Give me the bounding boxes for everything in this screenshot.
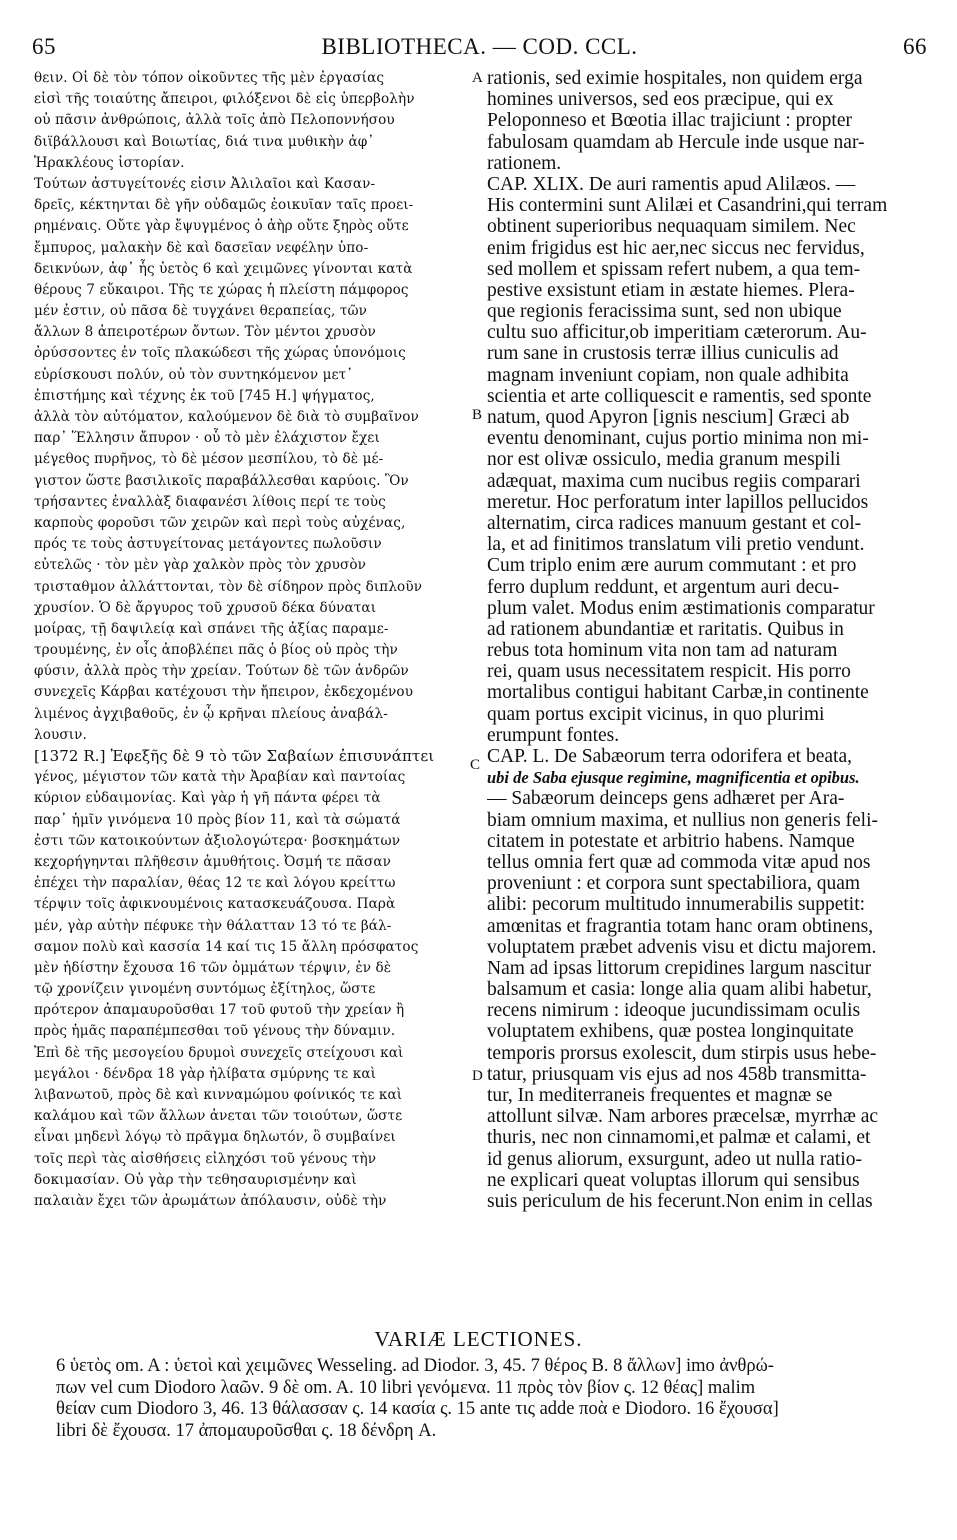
latin-text-line: sed mollem et spissam refert nubem, a qua tem-	[487, 258, 861, 280]
greek-text-line: εἶναι μηδενὶ λόγῳ τὸ πρᾶγμα δηλωτόν, ὃ συμβαίνει	[34, 1129, 396, 1146]
greek-text-line: χρυσίον. Ὁ δὲ ἄργυρος τοῦ χρυσοῦ δέκα δύναται	[34, 599, 377, 616]
latin-text-line: magnam inveniunt copiam, non quale adhibita	[487, 364, 849, 386]
greek-text-line: πρότερον ἀπαμαυροῦσθαι 17 τοῦ φυτοῦ τὴν χρείαν ἢ	[34, 1002, 405, 1019]
latin-text-line: CAP. L. De Sabæorum terra odorifera et beata,	[487, 746, 852, 767]
greek-text-line: ὀρύσσοντες ἐν τοῖς πλακώδεσι τῆς χώρας ὑπονόμοις	[34, 345, 406, 362]
latin-text-line: rum sane in crustosis terræ illius cuniculis ad	[487, 343, 839, 365]
latin-text-line: scientia et arte colliquescit e ramentis, sed sponte	[487, 385, 872, 407]
greek-text-line: λιβανωτοῦ, πρὸς δὲ καὶ κινναμώμου φοίνικός τε καὶ	[34, 1087, 403, 1103]
greek-text-line: παρ᾽ Ἕλλησιν ἄπυρον · οὗ τὸ μὲν ἐλάχιστον ἔχει	[34, 430, 380, 447]
margin-marker-b: B	[472, 407, 483, 423]
latin-text-line: id genus aliorum, exsurgunt, adeo ut nulla ratio-	[487, 1148, 862, 1170]
latin-text-line: la, et ad finitimos translatum vili pretio vendunt.	[487, 534, 865, 556]
variant-reading-line: libri δὲ ἔχουσα. 17 ἀπομαυροῦσθαι ς. 18 δένδρη A.	[56, 1420, 437, 1441]
latin-text-line: rebus tota hominum vita non tam ad naturam	[487, 640, 838, 662]
latin-text-line: Nam ad ipsas littorum crepidines largum nascitur	[487, 957, 872, 979]
latin-text-line: alternatim, circa radices manuum gestant et col-	[487, 512, 862, 534]
latin-text-line: pestive exsistunt etiam in æstate hiemes. Plera-	[487, 279, 855, 301]
left-page-number: 65	[32, 34, 56, 59]
greek-text-line: [1372 R.] Ἐφεξῆς δὲ 9 τὸ τῶν Σαβαίων ἐπισυνάπτει	[34, 747, 435, 765]
greek-text-line: θειν. Οἱ δὲ τὸν τόπον οἰκοῦντες τῆς μὲν ἐργασίας	[34, 70, 385, 86]
latin-text-line: thuris, nec non cinnamomi,et palmæ et calami, et	[487, 1127, 871, 1149]
latin-text-line: tellus omnia fert quæ ad commoda vitæ apud nos	[487, 851, 871, 873]
greek-text-line: ἐπέχει τὴν παραλίαν, θέας 12 τε καὶ λόγου κρείττω	[34, 875, 396, 892]
variant-reading-line: 6 ὑετὸς om. A : ὑετοὶ καὶ χειμῶνες Wesseling. ad Diodor. 3, 45. 7 θέρος B. 8 ἄλλων] imo ἀνθρώ-	[56, 1356, 774, 1376]
greek-text-line: καλάμου καὶ τῶν ἄλλων ἀνεται τῶν τοιούτων, ὥστε	[34, 1108, 403, 1125]
latin-text-line: voluptatem præbet advenis visu et dictu majorem.	[487, 936, 877, 958]
greek-text-line: θέρους 7 εὔκαιροι. Τῆς τε χώρας ἡ πλείστη πάμφορος	[34, 281, 409, 298]
greek-text-line: μέγεθος πυρῆνος, τὸ δὲ μέσον μεσπίλου, τὸ δὲ μέ-	[34, 451, 384, 468]
latin-text-line: cultu suo afficitur,ob imperitiam cæterorum. Au-	[487, 322, 867, 344]
latin-text-line: nor est olivæ ossiculo, media granum mespili	[487, 449, 841, 471]
variant-reading-line: θείαν cum Diodoro 3, 46. 13 θάλασσαν ς. 14 κασία ς. 15 ante τις adde ποὰ e Diodoro. 16 ἔχουσα]	[56, 1399, 779, 1419]
latin-text-line: homines universos, sed eos præcipue, qui ex	[487, 89, 834, 111]
latin-text-line: citatem in potestate et arbitrio habens. Namque	[487, 830, 855, 852]
greek-text-line: μὲν ἡδίστην ἔχουσα 16 τῶν ὀμμάτων τέρψιν, ἐν δὲ	[34, 959, 392, 976]
variant-reading-line: πων vel cum Diodoro λαῶν. 9 δὲ om. A. 10 libri γενόμενα. 11 πρὸς τὸν βίον ς. 12 θέας] malim	[56, 1377, 756, 1398]
right-page-number: 66	[903, 34, 927, 59]
greek-text-line: γένος, μέγιστον τῶν κατὰ τὴν Ἀραβίαν καὶ παντοίας	[34, 769, 406, 786]
latin-text-line: eventu denominant, cujus portio minima non mi-	[487, 428, 869, 450]
greek-text-line: Τούτων ἀστυγείτονές εἰσιν Ἀλιλαῖοι καὶ Κασαν-	[34, 175, 376, 192]
greek-text-line: μοίρας, τῇ δαψιλείᾳ καὶ σπάνει τῆς ἀξίας παραμε-	[34, 620, 389, 637]
greek-text-line: συνεχεῖς Κάρβαι κατέχουσι τὴν ἤπειρον, ἐκδεχομένου	[34, 684, 414, 701]
latin-text-line: tatur, priusquam vis ejus ad nos 458b transmitta-	[487, 1063, 867, 1085]
latin-text-line: CAP. XLIX. De auri ramentis apud Alilæos. —	[487, 173, 856, 195]
latin-text-line: rei, quam usus necessitatem respicit. His porro	[487, 661, 851, 683]
latin-text-line: ad rationem abundantiæ et raritatis. Quibus in	[487, 618, 844, 640]
greek-text-line: εὑρίσκουσι πολύν, οὐ τὸν συντηκόμενον μετ᾽	[34, 366, 354, 383]
latin-text-line: — Sabæorum deinceps gens adhæret per Ara-	[487, 788, 845, 810]
latin-text-line: adæquat, maxima cum nucibus regiis comparari	[487, 470, 861, 492]
greek-text-line: παρ᾽ ἡμῖν γινόμενα 10 πρὸς βίον 11, καὶ τὰ σώματά	[34, 811, 401, 828]
greek-text-line: δεικνύων, ἀφ᾽ ἧς ὑετὸς 6 καὶ χειμῶνες γίνονται κατὰ	[34, 260, 413, 277]
greek-text-line: τοῖς περὶ τὰς αἰσθήσεις εἰληχόσι τοῦ γένους τὴν	[34, 1150, 377, 1167]
latin-text-line: ferro duplum reddunt, et argentum auri decu-	[487, 576, 840, 598]
running-title: BIBLIOTHECA. — COD. CCL.	[321, 34, 638, 59]
greek-text-line: δρεῖς, κέκτηνται δὲ γῆν οὐδαμῶς ἐοικυῖαν ταῖς προει-	[34, 197, 414, 214]
greek-text-line: παλαιὰν ἔχει τῶν ἀρωμάτων ἀπόλαυσιν, οὐδὲ τὴν	[34, 1192, 387, 1209]
greek-text-line: κύριον εὐδαιμονίας. Καὶ γὰρ ἡ γῆ πάντα φέρει τὰ	[34, 790, 381, 807]
greek-text-line: οὐ πᾶσιν ἀνθρώποις, ἀλλὰ τοῖς ἀπὸ Πελοποννήσου	[34, 112, 395, 129]
margin-marker-c: C	[470, 757, 481, 773]
latin-text-line: fabulosam quamdam ab Hercule inde usque nar-	[487, 131, 865, 153]
greek-text-line: μεγάλοι · δένδρα 18 γὰρ ἠλίβατα σμύρνης τε καὶ	[34, 1065, 377, 1082]
latin-text-line: ne explicari queat voluptas illorum qui sensibus	[487, 1169, 860, 1191]
latin-text-line: natum, quod Apyron [ignis nescium] Græci ab	[487, 407, 850, 428]
latin-text-line: voluptatem exhibens, quæ postea longinquitate	[487, 1021, 854, 1043]
greek-text-line: Ἐπὶ δὲ τῆς μεσογείου δρυμοὶ συνεχεῖς στείχουσι καὶ	[34, 1044, 404, 1061]
latin-text-line: que regionis feracissima sunt, sed non ubique	[487, 301, 842, 323]
latin-text-line: attollunt silvæ. Nam arbores præcelsæ, myrrhæ ac	[487, 1106, 879, 1128]
greek-column	[34, 68, 483, 1212]
margin-marker-d: D	[472, 1068, 483, 1084]
latin-text-line: enim frigidus est hic aer,nec siccus nec fervidus,	[487, 237, 865, 259]
latin-text-line: balsamum et casia: longe alia quam alibi habetur,	[487, 979, 872, 1001]
greek-text-line: τέρψιν τοῖς ἀφικνουμένοις κατασκευάζουσα. Παρὰ	[34, 896, 396, 913]
latin-text-line: Peloponneso et Bœotia illac trajiciunt : propter	[487, 110, 852, 132]
greek-text-line: λουσιν.	[34, 726, 87, 743]
latin-column	[487, 68, 927, 1212]
greek-text-line: μέν ἐστιν, οὐ πᾶσα δὲ τυγχάνει θεραπείας, τῶν	[34, 303, 368, 320]
latin-text-line: meretur. Hoc perforatum inter lapillos pellucidos	[487, 491, 869, 513]
page-header	[32, 34, 927, 62]
greek-text-line: διϊβάλλουσι καὶ Βοιωτίας, διά τινα μυθικὴν ἀφ᾽	[34, 133, 375, 150]
greek-text-line: Ἡρακλέους ἱστορίαν.	[34, 154, 185, 171]
latin-text-line: alibi: pecorum multitudo innumerabilis suppetit:	[487, 894, 866, 916]
greek-text-line: καρποὺς φοροῦσι τῶν χειρῶν καὶ περὶ τοὺς αὐχένας,	[34, 514, 406, 531]
greek-text-line: τῷ χρονίζειν γινομένη συντόμως ἐξίτηλος, ὥστε	[34, 981, 376, 998]
greek-text-line: ἐπιστήμης καὶ τέχνης ἐκ τοῦ [745 H.] ψήγματος,	[34, 387, 375, 404]
margin-marker-a: A	[472, 70, 483, 86]
greek-text-line: εὐτελῶς · τὸν μὲν γὰρ χαλκὸν πρὸς τὸν χρυσὸν	[34, 557, 367, 574]
variae-lectiones-heading: VARIÆ LECTIONES.	[374, 1327, 583, 1351]
greek-text-line: φύσιν, ἀλλὰ πρὸς τὴν χρείαν. Τούτων δὲ τῶν ἀνδρῶν	[34, 663, 409, 680]
latin-text-line: temporis prorsus exolescit, dum stirpis usus hebe-	[487, 1042, 877, 1064]
variae-lectiones	[56, 1356, 936, 1442]
greek-text-line: εἰσὶ τῆς τοιαύτης ἄπειροι, φιλόξενοι δὲ εἰς ὑπερβολὴν	[34, 91, 415, 108]
greek-text-line: δοκιμασίαν. Οὐ γὰρ τὴν τεθησαυρισμένην καὶ	[34, 1171, 357, 1188]
latin-text-line: plum valet. Modus enim æstimationis comparatur	[487, 597, 875, 619]
greek-text-line: ἀλλὰ τὸν αὐτόματον, καλούμενον δὲ διὰ τὸ συμβαῖνον	[34, 409, 419, 425]
greek-text-line: ἐστι τῶν κατοικούντων ἀξιολογώτερα· βοσκημάτων	[34, 832, 401, 849]
greek-text-line: ρημέναις. Οὔτε γὰρ ἔψυγμένος ὁ ἀὴρ οὔτε ξηρὸς οὔτε	[34, 218, 409, 235]
greek-text-line: σαμον πολὺ καὶ κασσία 14 καί τις 15 ἄλλη πρόσφατος	[34, 938, 419, 955]
greek-text-line: ἄλλων 8 ἀπειροτέρων ὄντων. Τὸν μέντοι χρυσὸν	[34, 324, 376, 341]
latin-text-line: Cum triplo enim ære aurum commutant : et pro	[487, 555, 857, 577]
latin-text-line: rationis, sed eximie hospitales, non quidem erga	[487, 68, 863, 89]
latin-text-line: suis periculum de his fecerunt.Non enim in cellas	[487, 1190, 873, 1212]
latin-text-line: recens nimirum : ideoque jucundissimam oculis	[487, 1000, 861, 1022]
greek-text-line: τρουμένης, ἐν οἷς ἀποβλέπει πᾶς ὁ βίος οὐ πρὸς τὴν	[34, 642, 398, 659]
latin-text-line: obtinent superioribus nequaquam similem. Nec	[487, 216, 856, 238]
greek-text-line: πρός τε τοὺς ἀστυγείτονας μετάγοντες πωλοῦσιν	[34, 536, 382, 553]
greek-text-line: κεχορήγηνται πλῆθεσιν ἀμυθήτοις. Ὀσμή τε πᾶσαν	[34, 853, 392, 870]
latin-text-line: biam omnium maxima, et nullius non generis feli-	[487, 809, 879, 831]
greek-text-line: ἔμπυρος, μαλακὴν δὲ καὶ δασεῖαν νεφέλην ὑπο-	[34, 239, 369, 256]
latin-text-line: tur, In mediterraneis frequentes et magnæ se	[487, 1085, 833, 1106]
latin-text-line: proveniunt : et corpora sunt spectabiliora, quam	[487, 873, 861, 895]
latin-text-line: quam portus excipit vicinus, in quo plurimi	[487, 703, 825, 725]
greek-text-line: τρισταθμον ἀλλάττονται, τὸν δὲ σίδηρον πρὸς διπλοῦν	[34, 578, 423, 595]
latin-text-line: amœnitas et fragrantia totam hanc oram obtinens,	[487, 915, 874, 937]
latin-text-line: erumpunt fontes.	[487, 724, 620, 746]
greek-text-line: τρήσαντες ἐναλλὰξ διαφανέσι λίθοις περί τε τοὺς	[34, 493, 386, 510]
latin-text-line: His contermini sunt Alilæi et Casandrini,qui terram	[487, 195, 888, 217]
greek-text-line: λιμένος ἀγχιβαθοῦς, ἐν ᾧ κρῆναι πλείους ἀναβάλ-	[34, 705, 388, 722]
latin-text-line: mortalibus contigui habitant Carbæ,in continente	[487, 682, 869, 704]
latin-text-line: ubi de Saba ejusque regimine, magnificentia et opibus.	[487, 768, 860, 788]
latin-text-line: rationem.	[487, 152, 562, 174]
greek-text-line: πρὸς ἡμᾶς παραπέμπεσθαι τοῦ γένους τὴν δύναμιν.	[34, 1023, 396, 1040]
greek-text-line: μέν, γὰρ αὐτὴν πέφυκε τὴν θάλατταν 13 τό τε βάλ-	[34, 917, 392, 934]
greek-text-line: γιστον ὥστε βασιλικοῖς παραβάλλεσθαι καρύοις. Ὃν	[34, 472, 409, 489]
